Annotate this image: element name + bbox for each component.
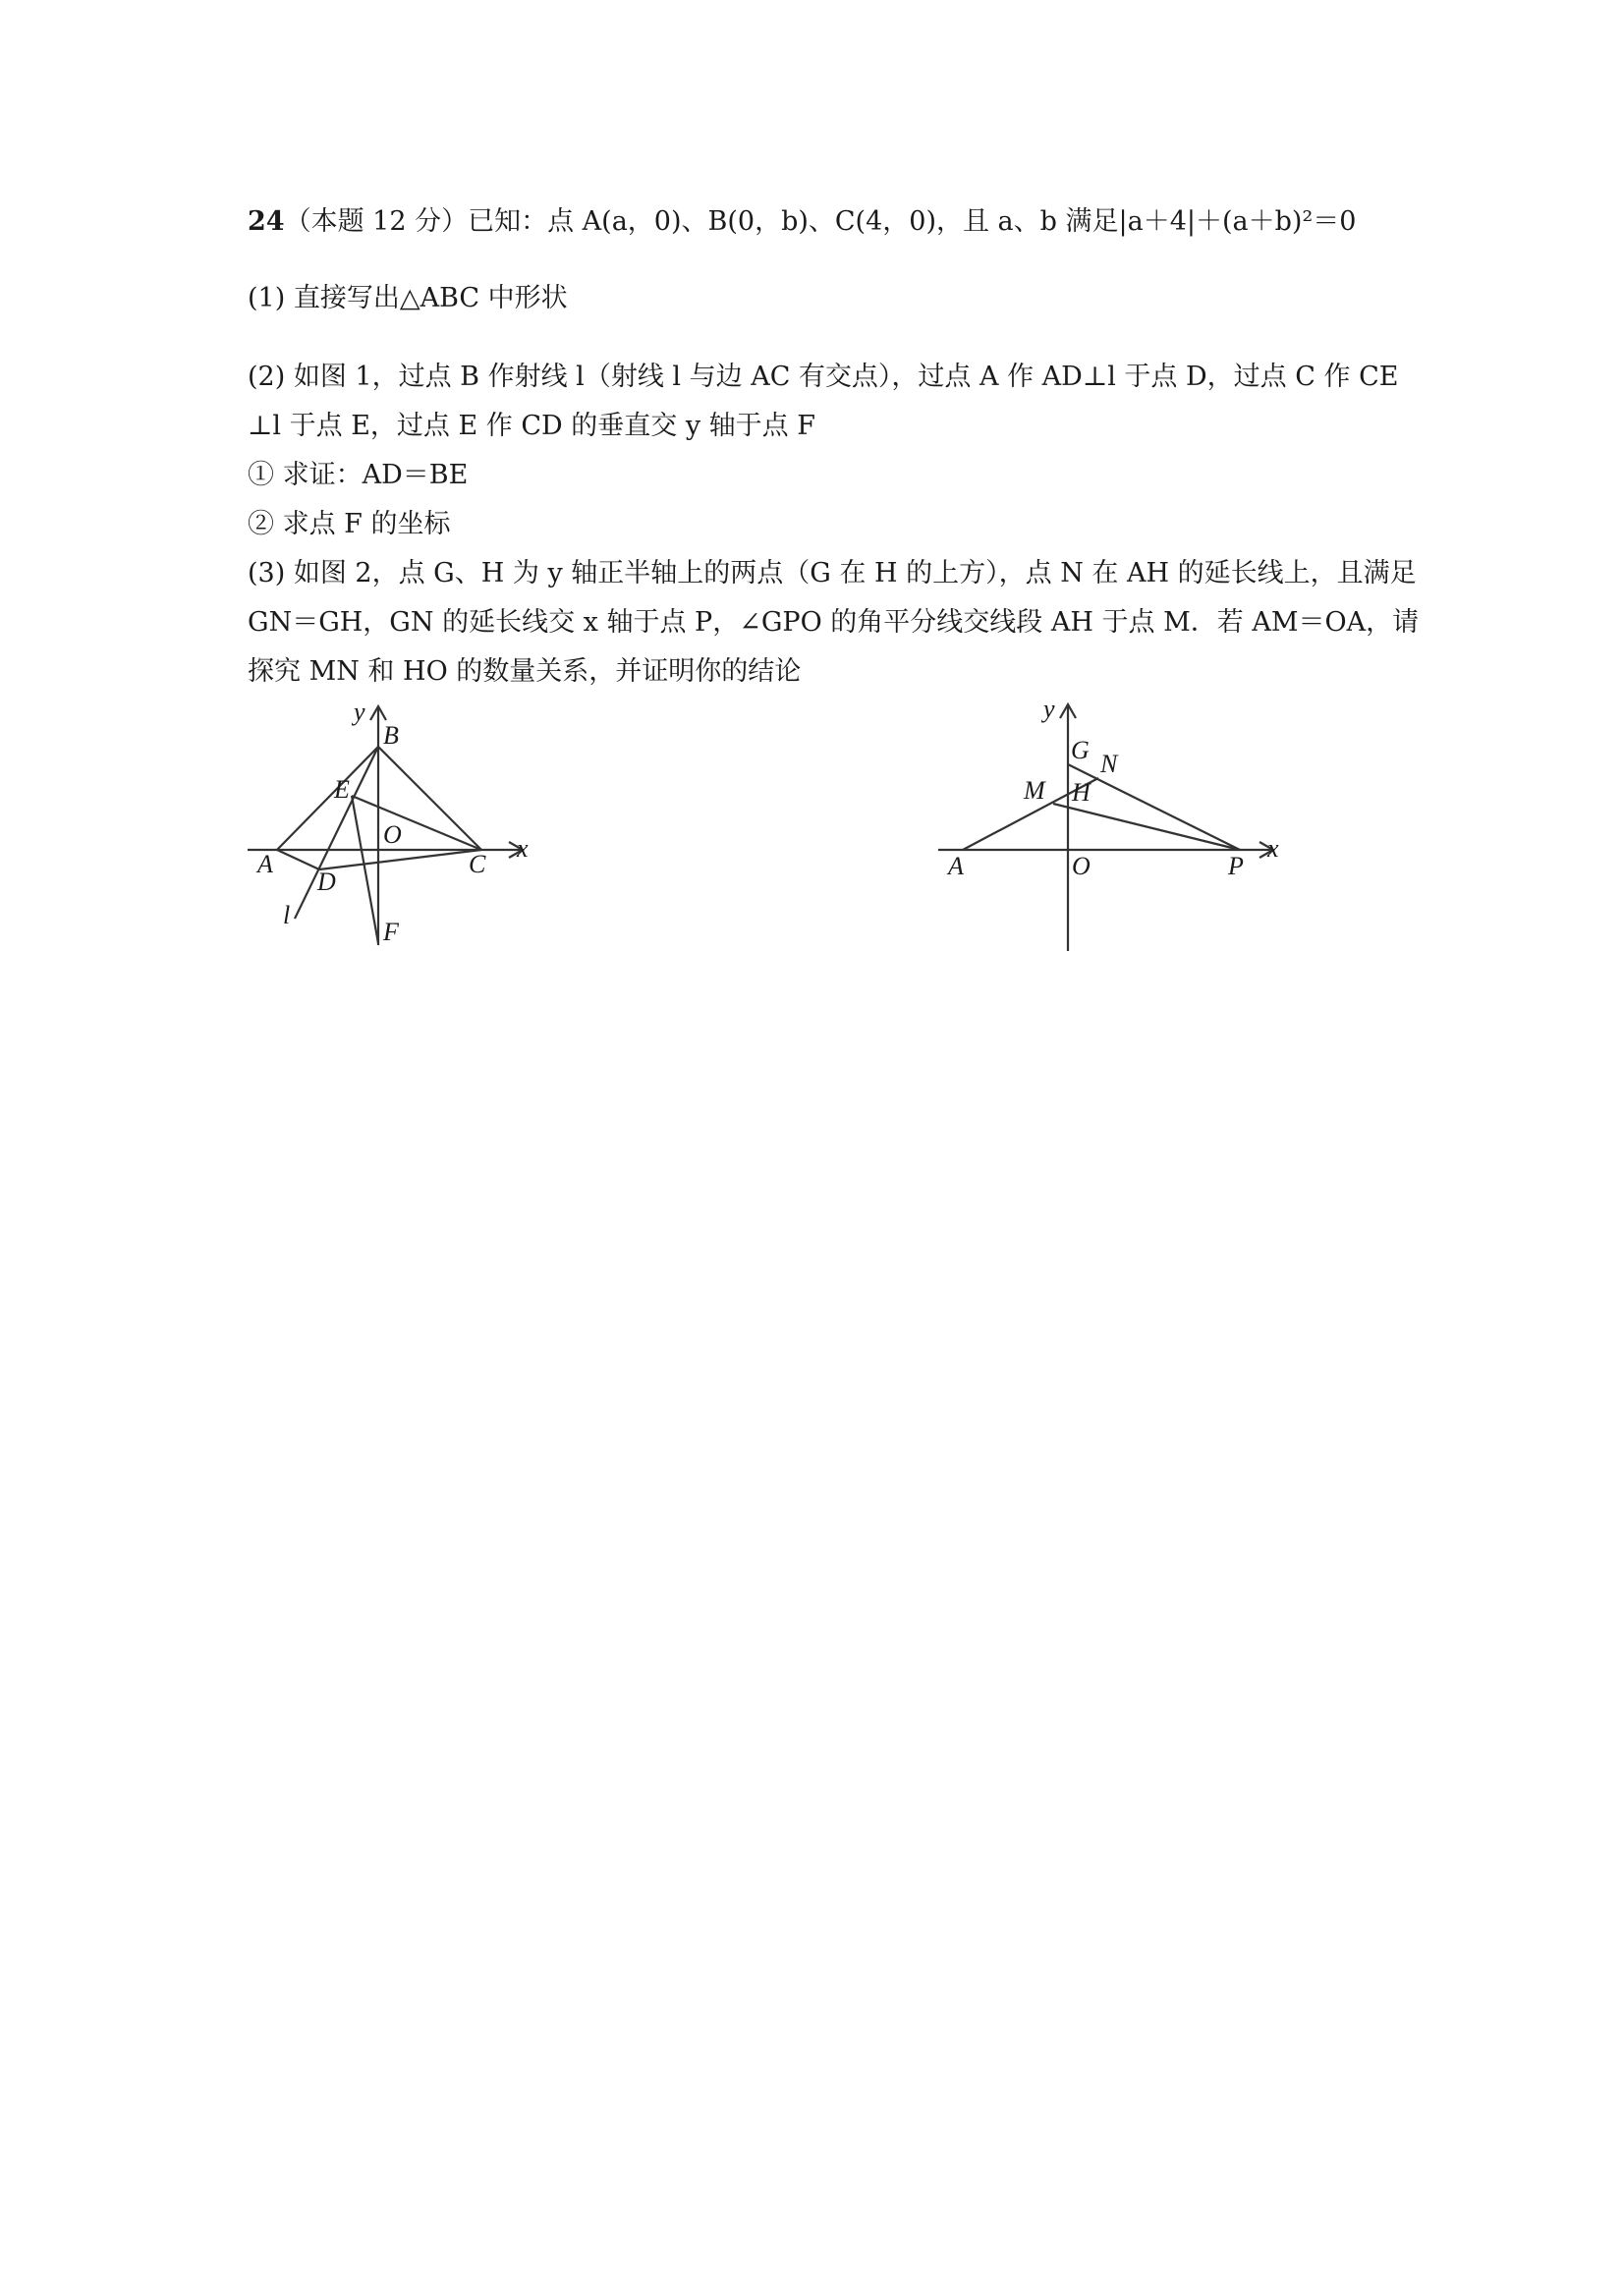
fig1-label-B: B [383,721,399,750]
fig1-segment-CD [319,850,481,869]
question-part-2-sub-1: ① 求证：AD＝BE [248,460,469,490]
question-part-3-line-1: (3) 如图 2，点 G、H 为 y 轴正半轴上的两点（G 在 H 的上方），点 N 在 AH 的延长线上，且满足 [248,558,1417,588]
question-part-3-line-2: GN＝GH，GN 的延长线交 x 轴于点 P，∠GPO 的角平分线交线段 AH 于点 M．若 AM＝OA，请 [248,607,1420,638]
fig1-segment-EF [352,796,378,943]
figure-1 [236,693,550,958]
fig2-label-O: O [1072,852,1091,880]
fig2-label-H: H [1072,778,1091,807]
fig1-label-F: F [383,918,399,946]
fig2-label-P: P [1228,852,1244,880]
fig1-label-C: C [469,850,486,878]
fig2-label-y: y [1043,695,1055,723]
fig1-segment-AB [277,747,378,850]
question-line-1 [248,204,1356,240]
question-part-3-line-3: 探究 MN 和 HO 的数量关系，并证明你的结论 [248,656,802,687]
fig1-label-E: E [334,775,350,804]
fig1-segment-CE [352,796,481,850]
question-number: 24 [248,206,285,237]
fig2-label-A: A [948,852,964,880]
question-part-2-sub-2: ② 求点 F 的坐标 [248,509,451,539]
fig1-ray-l [295,747,378,919]
question-part-1: (1) 直接写出△ABC 中形状 [248,283,568,313]
fig1-label-y: y [354,698,365,726]
fig1-label-O: O [383,820,402,849]
fig1-label-A: A [257,850,273,878]
fig1-segment-AD [277,850,319,869]
fig2-label-G: G [1071,736,1090,764]
fig2-segment-GP [1068,764,1240,850]
fig2-label-M: M [1024,776,1045,805]
fig2-segment-PM [1053,804,1240,850]
question-part-2-line-1: (2) 如图 1，过点 B 作射线 l（射线 l 与边 AC 有交点），过点 A 作 AD⊥l 于点 D，过点 C 作 CE [248,362,1399,392]
fig2-label-x: x [1267,834,1279,863]
fig1-label-x: x [517,834,529,863]
fig1-label-l: l [283,901,291,929]
question-stem: （本题 12 分）已知：点 A(a，0)、B(0，b)、C(4，0)，且 a、b 满足|a＋4|＋(a＋b)²＝0 [284,206,1357,237]
question-part-2-line-2: ⊥l 于点 E，过点 E 作 CD 的垂直交 y 轴于点 F [248,411,815,441]
figure-2 [928,688,1292,958]
fig1-label-D: D [317,868,336,896]
fig2-label-N: N [1100,750,1118,778]
